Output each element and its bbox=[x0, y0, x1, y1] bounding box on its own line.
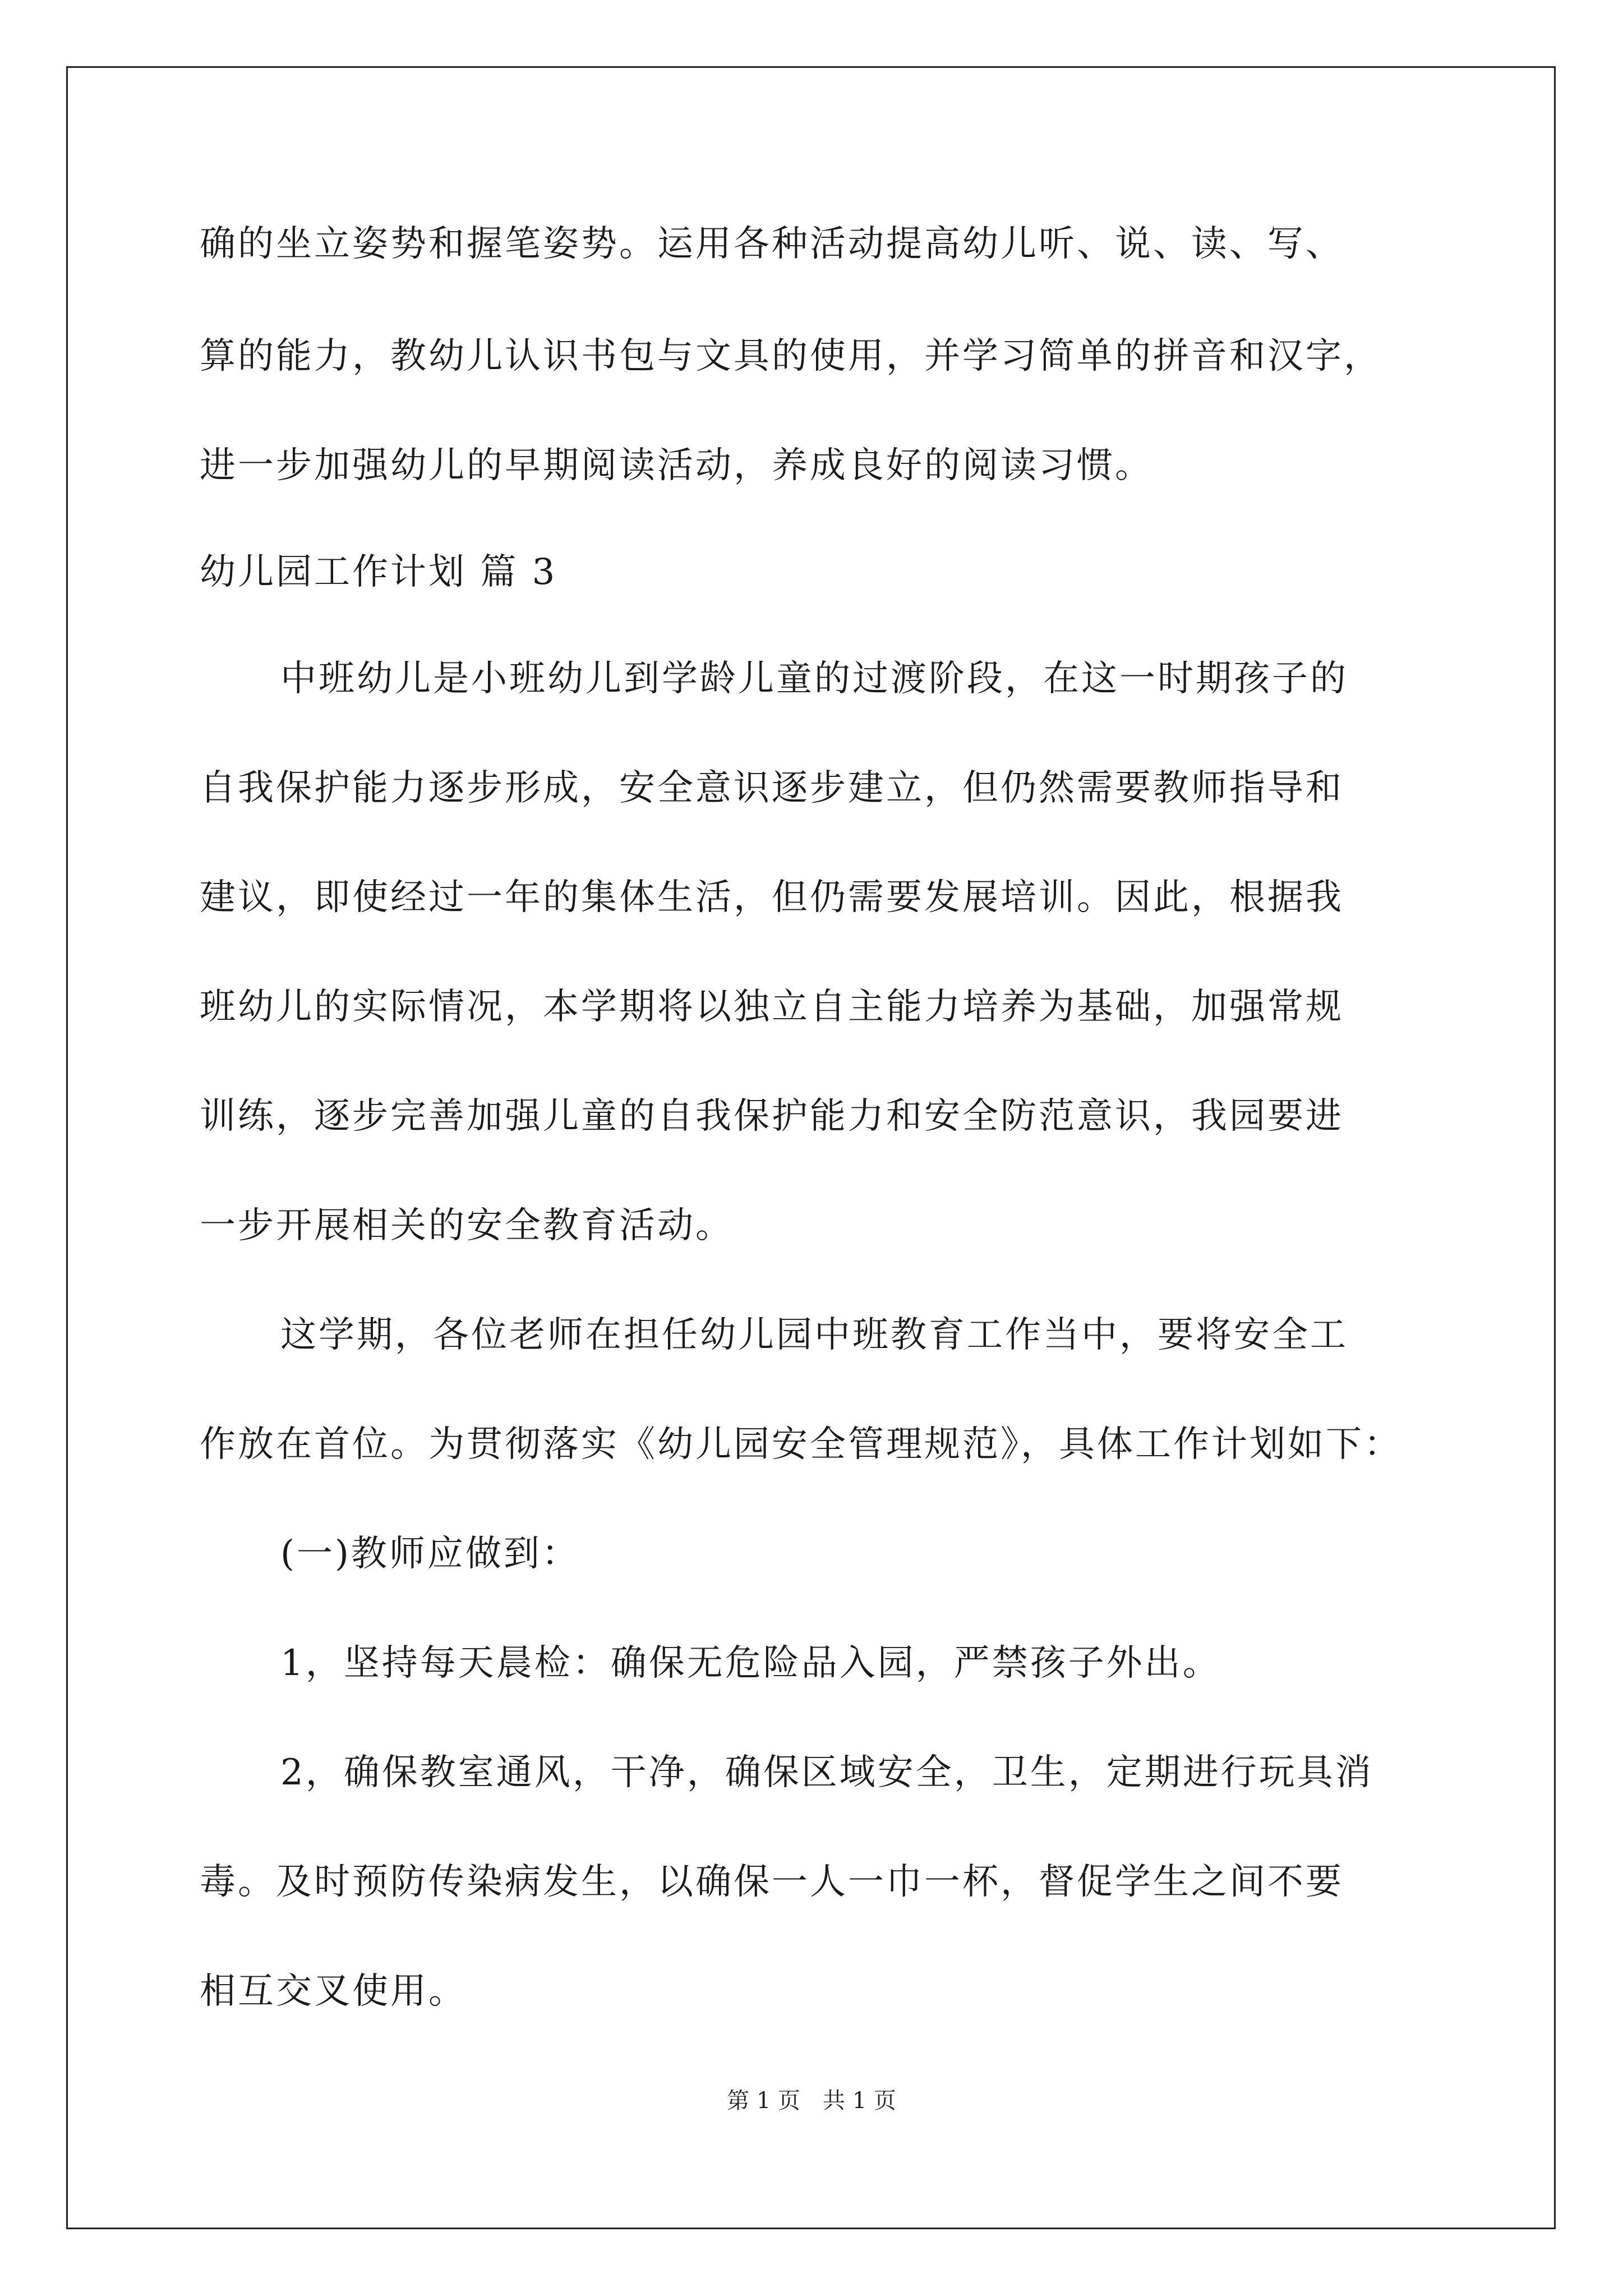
paragraph-line: 训练，逐步完善加强儿童的自我保护能力和安全防范意识，我园要进 bbox=[200, 1096, 1344, 1137]
paragraph-line: 作放在首位。为贯彻落实《幼儿园安全管理规范》，具体工作计划如下： bbox=[200, 1424, 1402, 1465]
paragraph-line: 中班幼儿是小班幼儿到学龄儿童的过渡阶段，在这一时期孩子的 bbox=[280, 658, 1348, 700]
paragraph-line: 进一步加强幼儿的早期阅读活动，养成良好的阅读习惯。 bbox=[200, 445, 1153, 486]
paragraph-line: 这学期，各位老师在担任幼儿园中班教育工作当中，要将安全工 bbox=[280, 1314, 1348, 1356]
list-item: 2，确保教室通风，干净，确保区域安全，卫生，定期进行玩具消 bbox=[280, 1752, 1373, 1793]
section-heading: 幼儿园工作计划 篇 3 bbox=[200, 551, 557, 593]
paragraph-line: 相互交叉使用。 bbox=[200, 1971, 467, 2012]
page-footer: 第 1 页 共 1 页 bbox=[727, 2088, 896, 2114]
paragraph-line: 建议，即使经过一年的集体生活，但仍需要发展培训。因此，根据我 bbox=[200, 877, 1344, 918]
list-item: 1，坚持每天晨检：确保无危险品入园，严禁孩子外出。 bbox=[280, 1642, 1221, 1684]
paragraph-line: 自我保护能力逐步形成，安全意识逐步建立，但仍然需要教师指导和 bbox=[200, 767, 1344, 809]
page-border bbox=[66, 66, 1556, 2229]
paragraph-line: 确的坐立姿势和握笔姿势。运用各种活动提高幼儿听、说、读、写、 bbox=[200, 223, 1344, 265]
paragraph-line: 毒。及时预防传染病发生，以确保一人一巾一杯，督促学生之间不要 bbox=[200, 1861, 1344, 1903]
paragraph-line: 算的能力，教幼儿认识书包与文具的使用，并学习简单的拼音和汉字， bbox=[200, 335, 1382, 377]
paragraph-line: 一步开展相关的安全教育活动。 bbox=[200, 1205, 734, 1246]
paragraph-line: 班幼儿的实际情况，本学期将以独立自主能力培养为基础，加强常规 bbox=[200, 986, 1344, 1028]
list-heading: (一)教师应做到： bbox=[280, 1533, 580, 1575]
